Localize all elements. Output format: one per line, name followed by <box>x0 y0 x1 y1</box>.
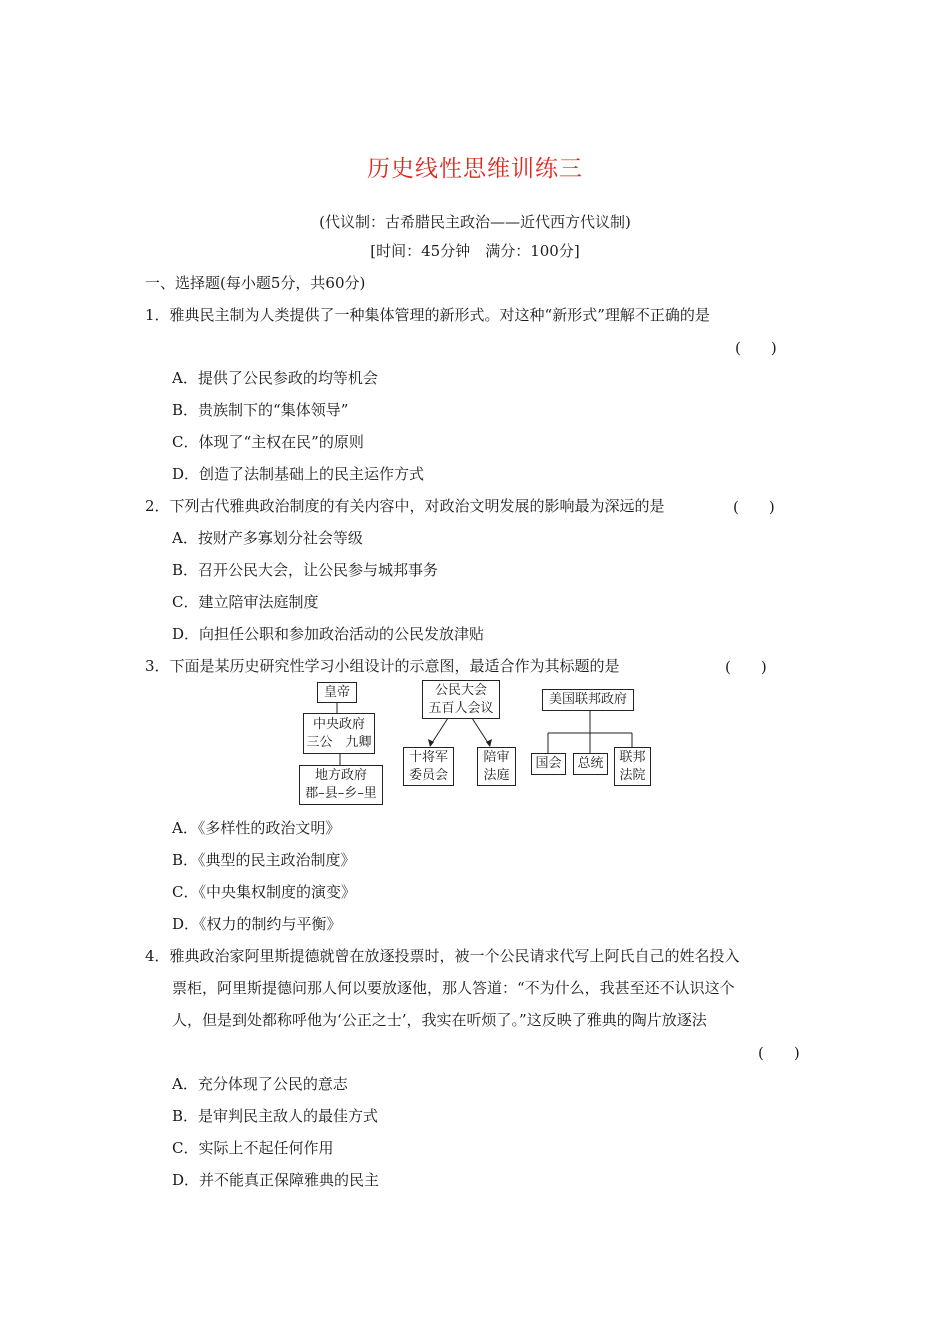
box-president: 总统 <box>573 753 608 775</box>
box-federal-court: 联邦 法院 <box>614 747 651 786</box>
option-d: D．并不能真正保障雅典的民主 <box>172 1171 380 1189</box>
option-b: B．是审判民主敌人的最佳方式 <box>172 1107 379 1125</box>
box-emperor: 皇帝 <box>317 682 357 703</box>
box-local-government: 地方政府 郡–县–乡–里 <box>299 765 383 805</box>
exam-meta: [时间：45分钟 满分：100分] <box>370 242 580 260</box>
option-c: C．建立陪审法庭制度 <box>172 593 319 611</box>
box-ten-generals: 十将军 委员会 <box>403 747 454 786</box>
option-b: B．召开公民大会，让公民参与城邦事务 <box>172 561 439 579</box>
subtitle: (代议制：古希腊民主政治——近代西方代议制) <box>319 213 631 231</box>
box-central-government: 中央政府 三公 九卿 <box>303 713 375 754</box>
option-c: C．体现了“主权在民”的原则 <box>172 433 364 451</box>
question-4-stem-line-1: 4．雅典政治家阿里斯提德就曾在放逐投票时，被一个公民请求代写上阿氏自己的姓名投入 <box>145 947 740 965</box>
answer-paren: ( ) <box>758 1044 800 1062</box>
answer-paren: ( ) <box>733 498 775 516</box>
question-2-stem: 2．下列古代雅典政治制度的有关内容中，对政治文明发展的影响最为深远的是 <box>145 497 665 515</box>
question-1-stem: 1．雅典民主制为人类提供了一种集体管理的新形式。对这种“新形式”理解不正确的是 <box>145 306 710 324</box>
option-a: A．充分体现了公民的意志 <box>172 1075 348 1093</box>
option-d: D．向担任公职和参加政治活动的公民发放津贴 <box>172 625 485 643</box>
option-c: C．实际上不起任何作用 <box>172 1139 334 1157</box>
question-3-stem: 3．下面是某历史研究性学习小组设计的示意图，最适合作为其标题的是 <box>145 657 620 675</box>
page-title: 历史线性思维训练三 <box>367 156 583 182</box>
option-d: D．创造了法制基础上的民主运作方式 <box>172 465 425 483</box>
answer-paren: ( ) <box>725 658 767 676</box>
option-b: B．贵族制下的“集体领导” <box>172 401 349 419</box>
option-a: A．《多样性的政治文明》 <box>172 819 341 837</box>
option-a: A．提供了公民参政的均等机会 <box>172 369 378 387</box>
section-heading: 一、选择题(每小题5分，共60分) <box>145 274 366 292</box>
question-4-stem-line-3: 人，但是到处都称呼他为‘公正之士’，我实在听烦了。”这反映了雅典的陶片放逐法 <box>172 1011 707 1029</box>
answer-paren: ( ) <box>735 339 777 357</box>
option-a: A．按财产多寡划分社会等级 <box>172 529 363 547</box>
box-assembly: 公民大会 五百人会议 <box>422 680 500 719</box>
box-jury-court: 陪审 法庭 <box>477 747 516 786</box>
option-b: B．《典型的民主政治制度》 <box>172 851 356 869</box>
option-c: C．《中央集权制度的演变》 <box>172 883 356 901</box>
question-4-stem-line-2: 票柜，阿里斯提德问那人何以要放逐他，那人答道：“不为什么，我甚至还不认识这个 <box>172 979 735 997</box>
option-d: D．《权力的制约与平衡》 <box>172 915 342 933</box>
box-congress: 国会 <box>531 753 566 775</box>
box-us-federal-government: 美国联邦政府 <box>542 689 634 711</box>
